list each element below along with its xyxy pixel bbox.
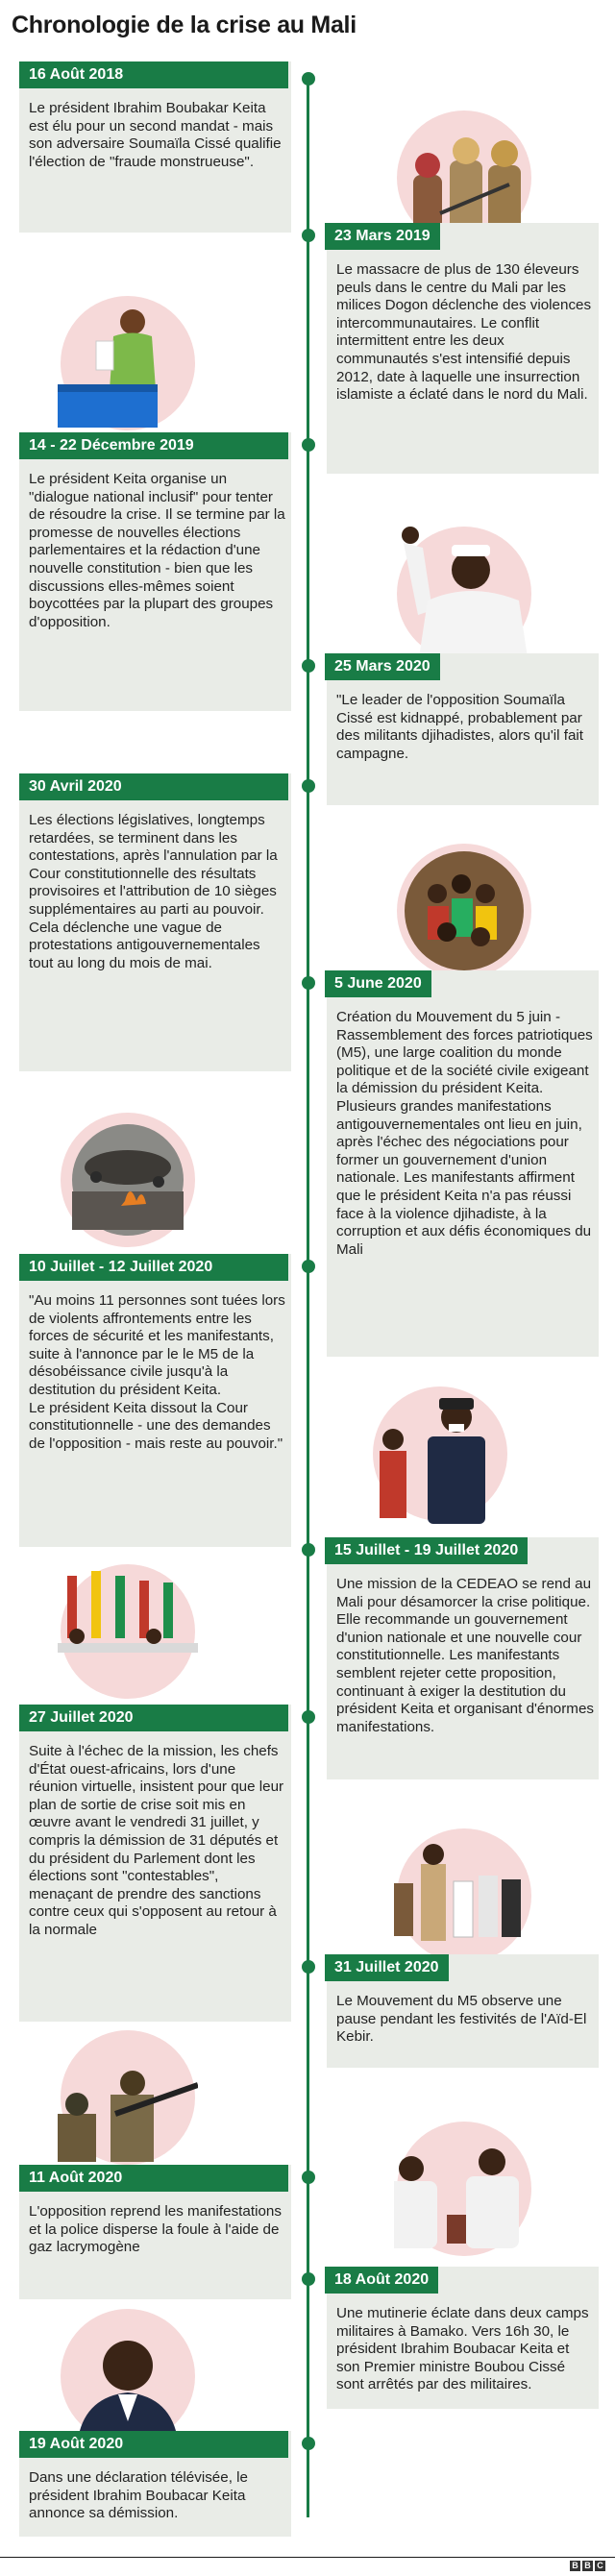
event-text: Les élections législatives, longtemps retardées, se terminent dans les contestations, après l'annulation par la Cour constitutionnelle des résultats provisoires et l'attribution de 10 sièges supplémentaires au parti au pouvoir. Cela déclenche une vague de protestations antigouvernementales tout au long du mois de mai. [29,812,278,971]
timeline-dot [302,659,315,673]
timeline-dot [302,976,315,990]
event-card [327,653,599,805]
flags-officials-table-icon [58,1561,198,1702]
ecowas-mediators-icon [370,1384,510,1524]
cheering-politician-icon [394,524,534,664]
event-text: Le président Ibrahim Boubakar Keita est élu pour un second mandat - mais son adversaire Soumaïla Cissé qualifie l'élection de "fraude monstrueuse". [29,100,282,170]
event-text: "Le leader de l'opposition Soumaïla Cissé est kidnappé, probablement par des militants djihadistes, alors qu'il fait campagne. [336,692,583,762]
ballot-box-voter-icon [58,293,198,433]
bbc-logo-block: B [570,2561,580,2571]
event-date: 15 Juillet - 19 Juillet 2020 [325,1537,528,1564]
event-text: Dans une déclaration télévisée, le président Ibrahim Boubacar Keita annonce sa démission. [29,2469,248,2522]
event-text: Création du Mouvement du 5 juin - Rassemblement des forces patriotiques (M5), une large coalition du monde politique et de la société civile exigeant la démission du président Keita. Plusieurs grandes manifestations antigouvernementales ont lieu en juin, après l'échec des négociations pour former un gouvernement d'union nationale. Les manifestants affirment que le président Keita n'a pas réussi face à la violence djihadiste, à la corruption et aux défis économiques du Mali [336,1009,593,1258]
timeline-dot [302,72,315,86]
timeline-dot [302,779,315,793]
footer-divider [0,2557,615,2558]
timeline-dot [302,2437,315,2450]
timeline-dot [302,2272,315,2286]
event-date: 16 Août 2018 [19,61,288,88]
seated-leaders-icon [394,2119,534,2259]
event-text: Le massacre de plus de 130 éleveurs peuls dans le centre du Mali par les milices Dogon déclenche des violences intercommunautaires. Le conflit intermittent entre les deux communautés s'est intensifié depuis 2012, date à laquelle une insurrection islamiste a éclaté dans le nord du Mali. [336,261,592,404]
event-text: L'opposition reprend les manifestations et la police disperse la foule à l'aide de gaz lacrymogène [29,2203,282,2256]
event-text: "Au moins 11 personnes sont tuées lors de violents affrontements entre les forces de sécurité et les manifestants, suite à l'annonce par le le M5 de la désobéissance civile jusqu'à la destitution du président Keita. Le président Keita dissout la Cour constitutionnelle - une des demandes de l'opposition - mais reste au pouvoir." [29,1292,285,1452]
timeline-dot [302,1960,315,1974]
timeline-dot [302,1260,315,1273]
timeline-dot [302,229,315,242]
event-card [19,432,291,711]
event-card [19,2165,291,2299]
event-card [327,2267,599,2409]
soldiers-icon [58,2027,198,2168]
bbc-logo-block: B [582,2561,593,2571]
event-date: 19 Août 2020 [19,2431,288,2458]
event-card [19,1254,291,1547]
event-card [19,773,291,1071]
event-card [19,2431,291,2537]
event-card [327,1537,599,1779]
event-card [327,223,599,474]
event-date: 30 Avril 2020 [19,773,288,800]
page-title: Chronologie de la crise au Mali [12,12,357,38]
event-text: Le président Keita organise un "dialogue national inclusif" pour tenter de résoudre la crise. Il se termine par la promesse de nouvelles élections parlementaires et la rédaction d'une nouvelle constitution - bien que les discussions elles-mêmes soient boycottées par la plupart des groupes d'opposition. [29,471,285,630]
president-portrait-icon [58,2306,198,2446]
timeline-dot [302,438,315,452]
event-date: 10 Juillet - 12 Juillet 2020 [19,1254,288,1281]
event-date: 31 Juillet 2020 [325,1954,449,1981]
protest-crowd-icon [394,841,534,981]
bbc-logo-block: C [595,2561,605,2571]
event-date: 25 Mars 2020 [325,653,440,680]
event-date: 23 Mars 2019 [325,223,440,250]
event-card [327,1954,599,2068]
timeline-dot [302,1710,315,1724]
event-text: Suite à l'échec de la mission, les chefs d'État ouest-africains, lors d'une réunion virtuelle, insistent pour que leur plan de sortie de crise soit mis en œuvre avant le vendredi 31 juillet, y compris la démission de 31 députés et du président du Parlement dont les élections sont "contestables", menaçant de prendre des sanctions contre ceux qui s'opposent au retour à la normale [29,1743,284,1938]
festival-crowd-icon [394,1826,534,1966]
timeline-dot [302,2171,315,2184]
event-text: Le Mouvement du M5 observe une pause pendant les festivités de l'Aïd-El Kebir. [336,1993,587,2046]
event-date: 11 Août 2020 [19,2165,288,2192]
bbc-logo [570,2561,605,2571]
event-text: Une mission de la CEDEAO se rend au Mali pour désamorcer la crise politique. Elle recommande un gouvernement d'union nationale et une nouvelle cour constitutionnelle. Les manifestants semblent rejeter cette proposition, continuant à exiger la destitution du président Keita et organisant d'énormes manifestations. [336,1576,594,1735]
event-card [19,1705,291,2022]
event-date: 14 - 22 Décembre 2019 [19,432,288,459]
timeline-dot [302,1543,315,1557]
burning-street-icon [58,1110,198,1250]
event-date: 18 Août 2020 [325,2267,438,2294]
event-card [19,61,291,233]
event-card [327,970,599,1357]
event-text: Une mutinerie éclate dans deux camps militaires à Bamako. Vers 16h 30, le président Ibrahim Boubacar Keita et son Premier ministre Boubou Cissé sont arrêtés par des militaires. [336,2305,589,2393]
event-date: 27 Juillet 2020 [19,1705,288,1731]
event-date: 5 June 2020 [325,970,431,997]
